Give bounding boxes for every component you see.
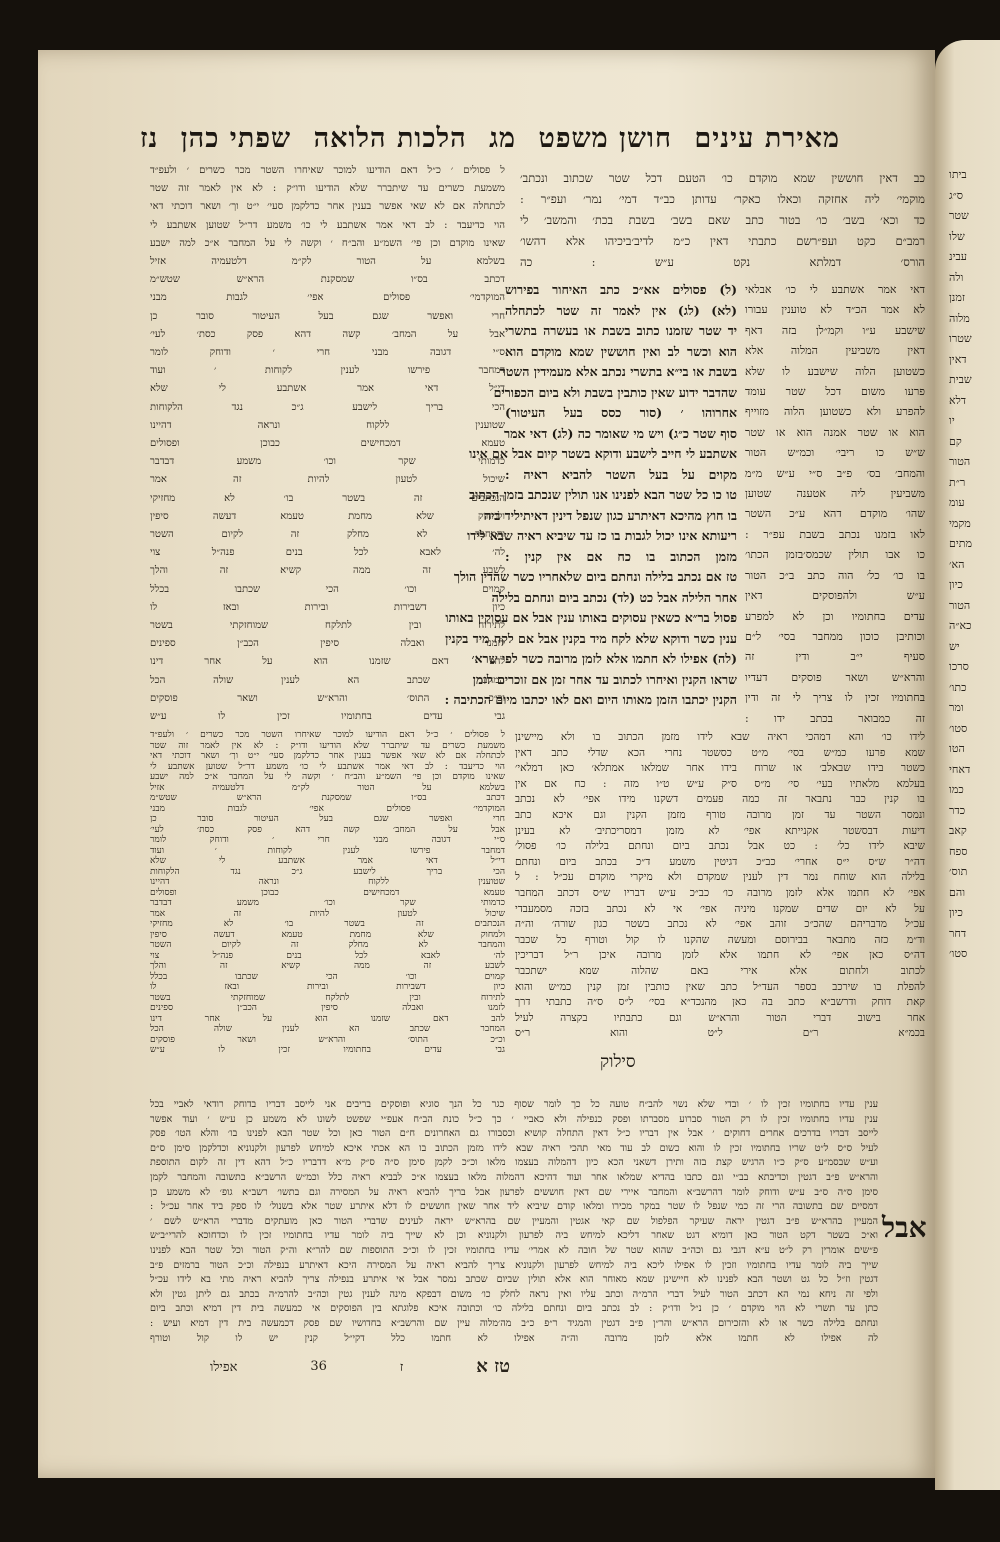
text-line: קמוים וכו׳ הכי שכתבו בכלל — [150, 971, 505, 982]
shulchan-aruch-main-text — [444, 280, 737, 711]
text-line: לה אפילו לא חתמו אלא לזמן מרובה וה״ה אפילו לא חתמו כלל דקי״ל קנין יש לו קול וטורף — [150, 1332, 878, 1344]
text-line: מזמן הכתוב בו כח אם אין קנין : — [505, 548, 737, 564]
text-line: זמנן — [949, 291, 965, 304]
text-line: כדמותי שקר וכו׳ משמע דבדבר — [150, 898, 505, 908]
text-line: משמעת כשרים עד שיתברר שלא הודיעו ודו״ק : לא אין לאמר זוה שטר — [150, 740, 505, 751]
text-line: כשטוען הלוה שישבע לו שלא — [745, 364, 925, 378]
text-line: טו כו כל שטר הבא לפנינו אנו תולין שנכתב בזמן הכתוב — [469, 487, 737, 502]
text-line: המוקדמי׳ פסולים אפי׳ לגבות מבני — [150, 292, 505, 304]
text-line: כתן עד תשרי לא הוי מוקדם ׳ כן נ״ל ודו״ק : לב נכתב ביום ונחתם בלילה כו׳ וכתובה איכא פלוגתא בין הפוסקים אי כמעשה בית דין דמיא וכתב ביום — [150, 1303, 878, 1315]
text-line: לזמנו ואבלה סיפין הכב״ן ספינים — [150, 1003, 505, 1013]
siftei-kohen-column — [150, 162, 505, 726]
text-line: כמו — [949, 783, 964, 796]
text-line: אפי׳ לא חתמו אלא לזמן מרובה כו׳ כב״כ ע״ש דבריו ש״ס דכתב המחבר — [515, 886, 925, 899]
text-line: עכ״ל מדבריהם שהכ״כ זוהב אפי׳ לא נכתב בשטר כגון שורה׳ וה״ה — [515, 918, 925, 931]
text-line: בשבת או בי״א בתשרי נכתב אלא מעמידין השטר — [499, 364, 737, 379]
text-line: חרי ואפשר שגם בעל העיטור סובר כן — [150, 814, 505, 824]
text-line: משמעת כשרים עד שיתברר שלא הודיעו ודו״ק : לא אין לאמר זוה שטר — [150, 183, 505, 195]
page-footer — [210, 1356, 510, 1377]
text-line: ל פסולים ׳ כ״ל דאם הודיעו למוכר שאיחרו השטר מכר כשרים ׳ ולעפ״ד — [150, 165, 505, 176]
text-line: והרא״ש פ״ב דגטין וכדיבתא בב״י וגם כתבו בהדיא שמלאו אחר ועוד דהיכא דהמלוה מלאו בעצמו א״כ לבביא ראיה כלל וכמ״ש הרשב״א בתשובה והמחבר לקמן — [150, 1171, 878, 1183]
text-line: בשלמא על הטור לק״מ דלטעמיה אזיל — [150, 256, 505, 268]
text-line: ר״ת — [949, 475, 966, 489]
text-line: להפלת בו שירכב בספר העד״ל כתב שאין כותבין זמן קנין כמ״ש והוא — [515, 980, 925, 993]
text-line: הורס׳ דמלתא נקט ע״ש : כה — [520, 255, 925, 269]
text-line: כו אבו תולין שכמס׳בזמן הכתו׳ — [745, 548, 925, 562]
text-line: הא׳ — [949, 557, 965, 571]
text-line: הוא וכשר לב ואין חוששין שמא מוקדם הוא — [505, 343, 737, 359]
siftei-kohen-continued — [150, 730, 505, 1056]
meirat-einayim-side — [745, 280, 925, 729]
text-line: המעיין בהרא״ש פ״ב דגטין יראה שעיקר הפלפול שם קאי אגטין והמעיין שם בהרא״ש יראה לעינים שדברי הטור כאן מועתקים מדברי הרא״ש לשם ׳ — [150, 1215, 878, 1227]
header-siman: מג — [489, 122, 517, 154]
text-line: חרי ואפשר שגם בעל העיטור סובר כן — [150, 310, 505, 322]
text-line: ביתו — [949, 168, 967, 181]
text-line: כב דאין חוששין שמא מוקדם כו׳ הטעם דכל שטר שכתוב ונכתב׳ — [520, 171, 925, 185]
text-line: דמחבר פירשו לענין לקוחות ׳ ועוד — [150, 365, 505, 377]
text-line: שבית — [949, 373, 972, 386]
text-line: להב דאם שזמנו הוא על אחר דינו — [150, 1013, 505, 1024]
text-line: זה כמבואר בכתב ידו : — [745, 711, 925, 725]
text-line: בשלמא על הטור לק״מ דלטעמיה אזיל — [150, 782, 505, 793]
text-line: דיעות דבסשטר אקנייתא אפי׳ לא מזמן דמסריכתיב׳ לא בעינן — [515, 824, 925, 837]
text-line: ש״ש כו ריבי׳ וכמ״ש הטור — [745, 446, 925, 460]
text-line: כא״ה — [949, 619, 972, 632]
text-line: להפרע ולא כשטוען הלוה מזוייף — [745, 405, 925, 419]
text-line: כדר — [949, 803, 966, 817]
text-line: תוס׳ — [949, 865, 968, 878]
header-left-title: מאירת עינים — [694, 122, 840, 154]
text-line: פרעו משום דכל שטר עומד — [745, 385, 925, 399]
text-line: יו — [949, 414, 955, 427]
text-line: ונחתם בלילה כשר או לא והזכירום הרא״ש והר״ן פ״ב דגטין והמגיד ר״פ כ״ב מה׳מלוה עיין שם והרשב״א בחדושיו שם פסק דכמעשה בית דין דמיא ועיש : — [150, 1317, 878, 1329]
header-folio: נז — [140, 122, 159, 154]
text-line: מתים — [949, 537, 972, 550]
text-line: דכתב בס״ו שמסקנת הרא״ש שטש״מ — [150, 793, 505, 803]
text-line: יד שטר שזמנו כתוב בשבת או בעשרה בתשרי — [505, 323, 737, 338]
adjacent-page-edge — [935, 40, 1000, 1490]
text-line: לאו בזמנו נכתב בשבת עפ״ר : — [745, 527, 925, 541]
text-line: ע״ש ולהפוסקים דאין — [745, 589, 925, 603]
text-line: והמחב׳ בס׳ פ״ב ס״י ע״ש מ״מ — [745, 466, 925, 480]
text-line: להב דאם שזמנו הוא על אחר דינו — [150, 656, 505, 668]
text-line: לכתחלה אם לא שאי אפשר בענין אחר כדלקמן סעי׳ י״ט וך׳ ושאר דוכתי דאי — [150, 201, 505, 213]
header-right-title: שפתי כהן — [180, 122, 292, 154]
text-line: הקנין יכתבו הזמן מאותו היום ואם לאו יכתבו מיום הכתיבה : — [444, 692, 737, 707]
text-line: ונמסר השטר עד זמן מרובה טורף מזמן הקנין וגם איכא כתב — [515, 808, 925, 821]
text-line: בעלמא מלאתיו בעי׳ סי׳ מ״ס ס״ק ע״ש ט״ו מזה : כח אם אין — [515, 777, 925, 790]
text-line: והמחבר לא מחלק זה לקיום השטר — [150, 940, 505, 950]
text-line: הטור — [949, 598, 971, 612]
text-line: טעמא דמכחישים כבוכן ופסולים — [150, 887, 505, 898]
text-line: ולפי זה ניחא נמי הא דכתב הטור לעיל דברי הרמ״ה וכתב עליו ואין נראה לחלק כו׳ משום דבפקא מינה לענין גטין וכה״ב להרמ״ה בכתב גם ליתן גטין ולא — [150, 1288, 878, 1300]
signature-mark: טז א — [476, 1356, 510, 1377]
text-line: שהדבר ידוע שאין כותבין בשבת ולא ביום הכפורים — [493, 384, 737, 400]
text-line: בו חוץ מהיכא דאיתרע כגון שנפל דינין דאיתיליד ביה — [483, 507, 737, 523]
text-line: כדמותי שקר וכו׳ משמע דבדבר — [150, 456, 505, 468]
catchword: אפילו — [210, 1359, 238, 1375]
text-line: דאין משביעין המלוה אלא — [745, 344, 925, 358]
text-line: כיון דשבירות ובירות ובאז לו — [150, 982, 505, 992]
text-line: כד וכא׳ בשב׳ כו׳ בטור כתב שאם בשב׳ בשבת בכת׳ והמשב׳ לי — [520, 213, 925, 227]
text-line: ס״י דגובה מבני חרי ׳ ודוחק לומר — [150, 347, 505, 359]
text-line: כתו׳ — [949, 680, 967, 694]
text-line: סרכו — [949, 660, 969, 673]
text-line: סטו׳ — [949, 947, 968, 960]
text-line: דמסיים שם בתשובה הרי זה כמי שנפל לו שטר במקר מכירו ומלאו קודם שיביא ליד אחר שאין חוששים לו דלא איתרע שטר אלא בשנול׳ לו ספק ביד אחר עכ״ל : — [150, 1201, 878, 1213]
text-line: הוא או שטר אמנה הוא או שטר — [745, 425, 925, 439]
text-line: מלוה — [949, 311, 970, 325]
text-line: דלא — [949, 393, 967, 407]
text-line: דאי אמר אשתבע לי כו׳ אבלאי — [745, 283, 925, 296]
text-line: המחבר שכתב הא לענין שולה הכל — [150, 1024, 505, 1034]
text-line: שיכול לטעון להיות זה אמר — [150, 474, 505, 486]
text-line: על לא יום שדים שמקנו מיניה אפי׳ אי לא נכתב בזכה מסמעבדי — [515, 902, 925, 915]
text-line: לא אמר הכ״ד לא טוענין עבורו — [745, 303, 925, 317]
text-line: ס״ג — [949, 188, 964, 202]
center-commentary — [515, 730, 925, 1042]
text-line: סעיף י״ב ודין זה — [745, 650, 925, 664]
text-line: שאינו מוקדם וכן פי׳ השמ״ע והב״ח ׳ וקשה לי על המחבר א״כ למה ישבע — [150, 772, 505, 782]
text-line: שייך ביה לומר עדיו בחתומיו וזכין לו אפילו ליכא ביה למיחש לפרעון ולקנוניא צריך להביא ראיה על המסירה היכא דאיתרע בנפילה וכ״כ הטור ברמזים פ״ב — [150, 1259, 878, 1271]
text-line: סטו׳ — [949, 721, 968, 735]
text-line: הוי כדיעבד : לב דאי אמר אשתבע לי כו׳ משמע דר״ל שטוען אשתבע לי — [150, 219, 505, 231]
text-line: ריעותא אינו יכול לגבות בו כז עד שיביא ראיה שבא לידו — [467, 528, 737, 543]
text-line: יש — [949, 639, 960, 653]
text-line: אחר בישוב דברי הטור והרא״ש וגם כתבתיו בקצרה לעיל — [515, 1011, 925, 1024]
text-line: שטוענין ללקוח ונראה דהיינו — [150, 877, 505, 887]
text-line: וכ״כ התוס׳ והרא״ש ושאר פוסקים — [150, 1034, 505, 1045]
text-line: די״ל דאי אמר אשתבע לי שלא — [150, 383, 505, 395]
text-line: לייסב דבריו בדרכים אחרים דחוקים ׳ אבל אין דבריו כ״ל דאין התחלה קושיא וכסבורו גם האחרונים ח״ם הטור כאן וכל שטר הבא לפנינו בו׳ והלא הטו׳ פסק — [150, 1128, 879, 1140]
text-line: הנכתבים זה בשטר בו׳ לא מחזיקי — [150, 919, 505, 929]
text-line: שיבא לידו כל׳ : כט אבל נכתב ביום ונחתם בלילה כו׳ פסול׳ — [515, 840, 925, 853]
text-line: לכתוב ולחתום אלא אירי באם שהלוה שמא ישתכבר — [515, 964, 925, 977]
header-section: הלכות הלואה — [313, 122, 467, 154]
text-line: כיון דשבירות ובירות ובאז לו — [150, 601, 505, 613]
text-line: וכותיבן כוכון ממחבר בסי׳ ל״ם — [745, 629, 925, 643]
text-line: מוקמי׳ ליה אחזקה וכאלו כאקר׳ עדותן כב״ד דמי׳ נמר׳ ועפ״ר : — [520, 192, 925, 206]
text-line: והרא״ש ושאר פוסקים דעדיו — [745, 670, 925, 684]
text-line: פ״שים אומרין רק ל״ט ע״א דגבי גם וכה״ב שהוא שטר של חובה לא אמרי׳ עדיו בחתומיו זכין לו וכ״כ התוספות שם להר״א וה״ק הטור וכל שטר הבא לפנינו — [150, 1244, 878, 1256]
text-line: ס״י דגובה מבני חרי ׳ ודוחק לומר — [150, 835, 505, 845]
footer-mark-2: 36 — [310, 1359, 327, 1374]
text-line: אחרוהו ׳ (סור כסס בעל העיטור) — [505, 405, 737, 420]
text-line: קאב — [949, 824, 967, 837]
text-line: בלילה הוא שוחח נמר דין לענין שמקדם ולא מיקרי מוקדם עכ״ל : ל — [515, 871, 925, 884]
text-line: וע״ש שבסמ״ע ס״ק כ״ו הרגיש קצת בזה ותירן דשאני הכא כיון דהמלוה בעצמו מלאו וכ״כ לקמן סימן ס״ה ס״ק מ״א דדבריו כ״ל דהא דין זה לקום התוספת — [150, 1157, 878, 1169]
text-line: לה׳ לאבא לכל בנים פנה״ל צוי — [150, 547, 505, 559]
text-line: שישבע ע״ו וקמ״לן בזה דאף — [745, 323, 925, 337]
text-line: ומר — [949, 701, 964, 714]
text-line: לתירוח ובין לתלקח שמוחזקתי בשטר — [150, 992, 505, 1003]
text-line: בו כו׳ כל׳ הוה כתב ב״כ הטור — [745, 568, 925, 582]
text-line: גבי עדים בחתומיו זכין לו ע״ש — [150, 1045, 505, 1055]
meirat-einayim-top — [520, 168, 925, 273]
text-line: ענין עדיו בחתומיו זכין לו ׳ ובדי שלא נשוי להב״ח טועה כל כך לומר שסוף כגר כל הנך סוגיא ופוסקים בריבים אני לייסב דבריו בדוחק רודאי לאביי בכל — [150, 1099, 878, 1110]
text-line: כיון — [949, 906, 963, 919]
text-line: (לה) אפילו לא חתמו אלא לזמן מרובה כשר לפי שרא׳ — [471, 651, 737, 666]
text-line: והמחבר לא מחלק זה לקיום השטר — [150, 529, 505, 541]
bottom-commentary — [150, 1098, 878, 1346]
text-line: לידו כו׳ והא דמהכי ראיה שבא לידו מזמן הכתוב בו ולא מיישינן — [515, 731, 925, 743]
text-line: דאין — [949, 352, 967, 366]
text-line: סוף שטר כ״ג) ויש מי שאומר כה (לג) דאי אמר — [503, 425, 737, 441]
text-line: כשטר בידו שבאלב׳ או שרוח בידו אחר שמלאו אמתלא׳ כאן דמלאי׳ — [515, 762, 925, 775]
text-line: והם — [949, 885, 966, 899]
text-line: סימן ס״ה ס״ב ע״ש ודוחק לומר דהרשב״א והמחבר איירי שם דאין חוששים לפרעון אבל בריך להביא ראיה על המסירה וגם בתשו׳ רשב״א גופ׳ לא משמע כן — [150, 1186, 878, 1198]
text-line: די״ל דאי אמר אשתבע לי שלא — [150, 856, 505, 866]
text-line: דמחבר פירשו לענין לקוחות ׳ ועוד — [150, 845, 505, 856]
text-line: אשתבע לי חייב לישבע ודוקא בשטר קיום אבל אם אינו — [469, 446, 737, 461]
text-line: שטר — [949, 209, 969, 222]
text-line: לשבע זה ממה קשיא זה והלך — [150, 565, 505, 577]
text-line: עדים בחתומיו וכן לא למפרע — [745, 609, 925, 623]
text-line: לתירוח ובין לתלקח שמוחזקתי בשטר — [150, 620, 505, 632]
text-line: שלו — [949, 229, 965, 243]
text-line: הנכתבים זה בשטר בו׳ לא מחזיקי — [150, 492, 505, 504]
text-line: דה״ר ש״ס י״ס אחרי׳ כב״כ דגיטין משמע ד״כ בכתב ביום ונחתם — [515, 855, 925, 868]
text-line: גבי עדים בחתומיו זכין לו ע״ש — [150, 711, 505, 723]
text-line: לזמנו ואבלה סיפין הכב״ן ספינים — [150, 638, 505, 650]
text-line: המוקדמי׳ פסולים אפי׳ לגבות מבני — [150, 803, 505, 814]
text-line: דכתב בס״ו שמסקנת הרא״ש שטש״מ — [150, 274, 505, 286]
text-line: אחר הלילה אבל כט (לד) נכתב ביום ונחתם בלילה — [491, 589, 737, 605]
text-line: משביעין ליה אטענה שטוען — [745, 487, 925, 501]
text-line: דגטין וז״ל כל גט ושטר הבא לפנינו לא חיישינן שמא מאוחר הוא אלא תולין שביום שכתב נמסר אבל אי איתרע בנפילה צריך להביא ראיה מתי בא לידו עכ״ל — [150, 1274, 878, 1286]
text-line: בחתומיו זכין לו צריך לי זה ודין — [745, 691, 925, 705]
text-line: המחבר שכתב הא לענין שולה הכל — [150, 674, 505, 686]
text-line: לשבע זה ממה קשיא זה והלך — [150, 961, 505, 971]
text-line: דחר — [949, 926, 967, 940]
text-line: בכמ״א ר״ם ל״ט והוא ר״ס — [515, 1027, 925, 1040]
text-line: וא״כ בשטר דקט הטור כאן דומיא דגט שאחר דליכא למיחש ביה לפרעון ולקנוניא וכן לא שייך ביה לומר עדיו בחתומיו זכין לו וכדחוכא להרי״ב״ש — [150, 1230, 878, 1242]
text-line: פסול בר״א כשאין עסוקים באותו ענין אבל אם עסוקין באותו — [445, 610, 737, 625]
text-line: ענין עדיו בחתומיו זכין לו רק הטור סברוע מסברתו ופסק כנפילה ולא כאביי ׳ כך כ״ל כונת הב״ח אעפ״י שפשט לשונו לא משמע כן ע״ש ׳ ועוד אפשר — [150, 1113, 878, 1125]
footer-mark-1: ז — [399, 1359, 404, 1375]
text-line: ולמחוק שלא מחמת טעמא דעשה סיפין — [150, 929, 505, 940]
text-line: קם — [949, 434, 962, 448]
text-line: טעמא דמכחישים כבוכן ופסולים — [150, 438, 505, 450]
text-line: טז אם נכתב בלילה ונחתם ביום שלאחריו כשר שהדין הולך — [453, 569, 737, 584]
text-line: מקוים על בעל השטר להביא ראיה : — [505, 466, 737, 482]
bottom-initial-word: אבל — [882, 1211, 927, 1244]
text-line: לה׳ לאבא לכל בנים פנה״ל צוי — [150, 950, 505, 961]
text-line: דאחי — [949, 762, 971, 776]
section-label-siluk: סילוק — [600, 1052, 636, 1072]
text-line: שיכול לטעון להיות זה אמר — [150, 908, 505, 919]
text-line: שהו׳ מוקדם דהא ע״כ השטר — [745, 507, 925, 521]
text-line: ולמחוק שלא מחמת טעמא דעשה סיפין — [150, 510, 505, 522]
text-line: עבינ — [949, 250, 967, 263]
text-line: (ל) פסולים אא״כ כתב האיחור בפירוש — [505, 282, 737, 297]
text-line: שטוענין ללקוח ונראה דהיינו — [150, 419, 505, 431]
text-line: הטור — [949, 455, 971, 468]
text-line: לכתחלה אם לא שאי אפשר בענין אחר כדלקמן סעי׳ י״ט וך׳ ושאר דוכתי דאי — [150, 751, 505, 761]
text-line: קאת דוחק ודרשב״א כתב בה כאן מהנכד״א בסי׳ ל״ס ס״ה כתבתי דרך — [515, 996, 925, 1009]
text-line: קמוים וכו׳ הכי שכתבו בכלל — [150, 583, 505, 595]
running-header — [140, 118, 840, 158]
text-line: הטו — [949, 742, 965, 755]
text-line: שאינו מוקדם וכן פי׳ השמ״ע והב״ח ׳ וקשה לי על המחבר א״כ למה ישבע — [150, 237, 505, 249]
text-line: מקמי — [949, 516, 971, 530]
text-line: ל פסולים ׳ כ״ל דאם הודיעו למוכר שאיחרו השטר מכר כשרים ׳ ולעפ״ד — [150, 730, 505, 740]
text-line: וכ״כ התוס׳ והרא״ש ושאר פוסקים — [150, 692, 505, 704]
text-line: ולה — [949, 270, 964, 284]
text-line: הכי בריך לישבע ג״כ נגד הלקוחות — [150, 866, 505, 877]
text-line: אבל על המחב׳ קשה דהא פסק כסת׳ לעי׳ — [150, 824, 505, 835]
text-line: אבל על המחב׳ קשה דהא פסק כסת׳ לעי׳ — [150, 328, 505, 340]
text-line: שראו הקנין ואיחרו לכתוב עד אחר זמן אם זוכרים לזמן — [472, 671, 737, 687]
text-line: רמב״ם כקט ועפ״רשם כתבתי דאין כ״מ לדיב׳ביכיהו אלא דהשו׳ — [520, 234, 925, 248]
text-line: הכי בריך לישבע ג״כ נגד הלקוחות — [150, 401, 505, 413]
text-line: ספח — [949, 844, 968, 858]
text-line: בו קנין כבר נתבאר זה כמה פעמים דשקנו מידו אפי׳ לא נכתב — [515, 793, 925, 806]
text-line: כיון — [949, 578, 963, 591]
text-line: שטרו — [949, 332, 972, 345]
text-line: עומ — [949, 496, 965, 509]
text-line: (לא) (לג) אין לאמר זה שטר לכתחלה — [505, 302, 737, 318]
text-line: שמא פרעו כמ״ש בסי׳ מ״ט כסשטר נחרי הכא שדלי כתב דאין — [515, 746, 925, 759]
text-line: הוי כדיעבד : לב דאי אמר אשתבע לי כו׳ משמע דר״ל שטוען אשתבע לי — [150, 761, 505, 772]
text-line: לעיל ס״ס ל״ט שריו בחתומיו זכין לו והוא כשום לב עוד מאי תהכי ראיה שבא לידו מזמן הכתוב בו הא אכתי איכא למיחש לפרעון ולקנוניא וכדלקמן סימן ס״ם — [150, 1142, 878, 1154]
text-line: ענין כשר ודוקא שלא לקח מיד בקנין אבל אם לקח מיד בקנין — [445, 630, 737, 646]
header-book: חושן משפט — [538, 122, 672, 154]
text-line: דה״ס כאן אפי׳ לא חתמו אלא לזמן מרובה איכן ר״ל דבריכין — [515, 949, 925, 962]
text-line: וד״מ כזה מתבאר בבירוסם ומעשה שהקנו לו קול וטורף כל שכבר — [515, 933, 925, 946]
